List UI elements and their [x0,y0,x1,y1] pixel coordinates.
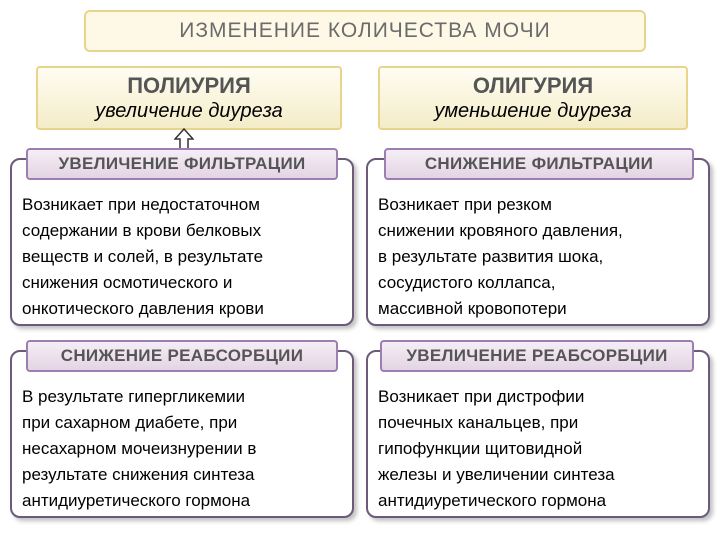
label-text: СНИЖЕНИЕ ФИЛЬТРАЦИИ [424,154,654,173]
oliguria-subtitle: уменьшение диуреза [434,100,632,122]
card-increase-reabsorption [366,350,710,518]
polyuria-title: ПОЛИУРИЯ [127,73,251,98]
label-text: СНИЖЕНИЕ РЕАБСОРБЦИИ [60,346,304,365]
oliguria-box [378,66,688,130]
label-text: УВЕЛИЧЕНИЕ ФИЛЬТРАЦИИ [58,154,306,173]
diagram-title: ИЗМЕНЕНИЕ КОЛИЧЕСТВА МОЧИ [179,19,551,42]
card-decrease-filtration [366,158,710,326]
oliguria-title: ОЛИГУРИЯ [472,73,594,98]
label-increase-filtration [26,148,338,180]
label-decrease-filtration [384,148,694,180]
polyuria-subtitle: увеличение диуреза [95,100,283,122]
label-increase-reabsorption [380,340,694,372]
card-text: Возникает при недостаточном содержании в крови белковых веществ и солей, в результате снижения осмотического и онкотического давления крови [22,195,264,318]
polyuria-box [36,66,342,130]
card-text: Возникает при резком снижении кровяного давления, в результате развития шока, сосудистого коллапса, массивной кровопотери [378,195,623,318]
title-box [84,10,646,52]
label-text: УВЕЛИЧЕНИЕ РЕАБСОРБЦИИ [406,346,668,365]
card-decrease-reabsorption [10,350,354,518]
card-text: В результате гипергликемии при сахарном диабете, при несахарном мочеизнурении в результате снижения синтеза антидиуретического гормона [22,387,257,510]
card-text: Возникает при дистрофии почечных канальцев, при гипофункции щитовидной железы и увеличении синтеза антидиуретического гормона [378,387,615,510]
card-increase-filtration [10,158,354,326]
label-decrease-reabsorption [26,340,338,372]
